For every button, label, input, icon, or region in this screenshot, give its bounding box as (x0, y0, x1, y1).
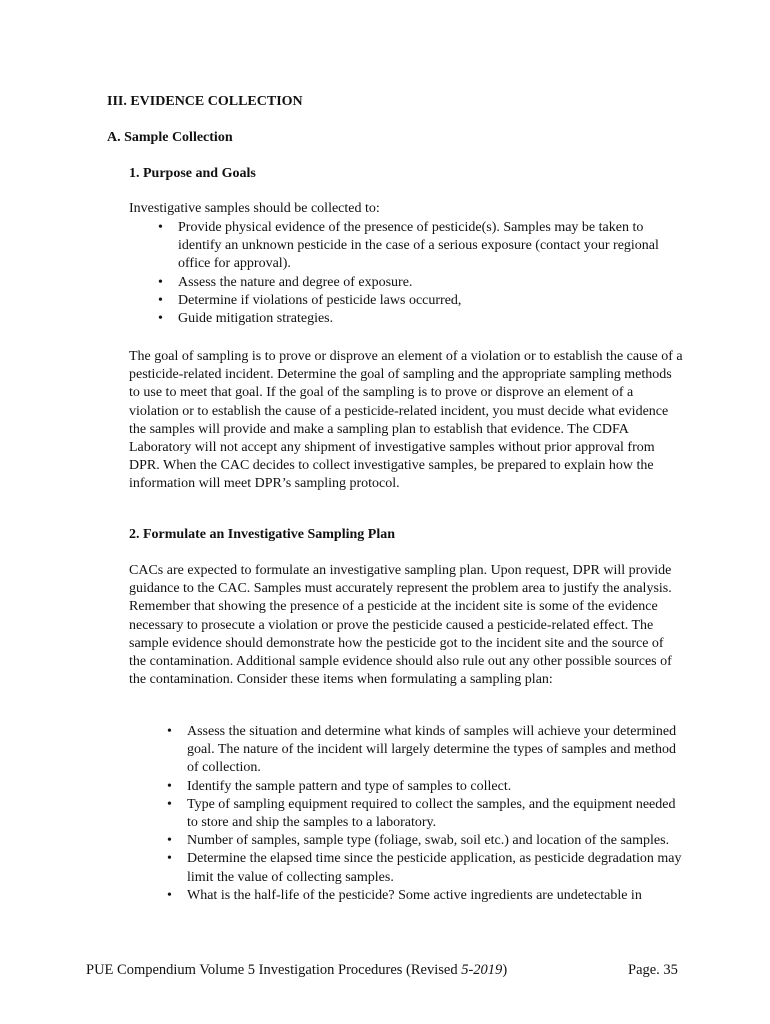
footer-revision-date: 5-2019 (461, 962, 503, 978)
list-item: • Type of sampling equipment required to collect the samples, and the equipment needed to store and ship the samples to a laboratory. (167, 796, 687, 832)
subsection-heading: A. Sample Collection (107, 130, 233, 145)
footer-document-title (86, 962, 507, 979)
goal-paragraph: The goal of sampling is to prove or disprove an element of a violation or to establish the cause of a pesticide-related incident. Determine the goal of sampling and the appropriate sampling methods to use to meet that goal. If the goal of the sampling is to prove or disprove an element of a violation or to establish the cause of a pesticide-related incident, you must decide what evidence the samples will provide and make a sampling plan to establish that evidence. The CDFA Laboratory will not accept any shipment of investigative samples without prior approval from DPR. When the CAC decides to collect investigative samples, be prepared to explain how the information will meet DPR’s sampling protocol. (129, 349, 683, 492)
list-item: • Number of samples, sample type (foliage, swab, soil etc.) and location of the samples. (167, 832, 687, 850)
purpose-bullet-list (158, 219, 678, 328)
page-number: Page. 35 (628, 962, 678, 978)
formulate-bullet-list (167, 723, 687, 905)
purpose-intro: Investigative samples should be collected to: (129, 201, 380, 216)
list-item: • Determine the elapsed time since the pesticide application, as pesticide degradation may limit the value of collecting samples. (167, 850, 687, 886)
list-item: • Provide physical evidence of the presence of pesticide(s). Samples may be taken to identify an unknown pesticide in the case of a serious exposure (contact your regional office for approval). (158, 219, 678, 274)
list-item: • Determine if violations of pesticide laws occurred, (158, 292, 678, 310)
purpose-heading: 1. Purpose and Goals (129, 166, 256, 181)
list-item: • Assess the situation and determine what kinds of samples will achieve your determined goal. The nature of the incident will largely determine the types of samples and method of collection. (167, 723, 687, 778)
list-item: • Identify the sample pattern and type of samples to collect. (167, 778, 687, 796)
list-item: • Assess the nature and degree of exposure. (158, 274, 678, 292)
list-item: • What is the half-life of the pesticide? Some active ingredients are undetectable in (167, 887, 687, 905)
formulate-paragraph: CACs are expected to formulate an investigative sampling plan. Upon request, DPR will provide guidance to the CAC. Samples must accurately represent the problem area to justify the analysis. Remember that showing the presence of a pesticide at the incident site is some of the evidence necessary to prosecute a violation or prove the pesticide caused a pesticide-related effect. The sample evidence should demonstrate how the pesticide got to the incident site and the source of the contamination. Additional sample evidence should also rule out any other possible sources of the contamination. Consider these items when formulating a sampling plan: (129, 563, 672, 688)
footer-title-text: PUE Compendium Volume 5 Investigation Procedures (Revised (86, 962, 462, 978)
list-item: • Guide mitigation strategies. (158, 310, 678, 328)
section-heading: III. EVIDENCE COLLECTION (107, 94, 303, 109)
footer-close-paren: ) (502, 962, 508, 978)
formulate-heading: 2. Formulate an Investigative Sampling Plan (129, 527, 396, 542)
